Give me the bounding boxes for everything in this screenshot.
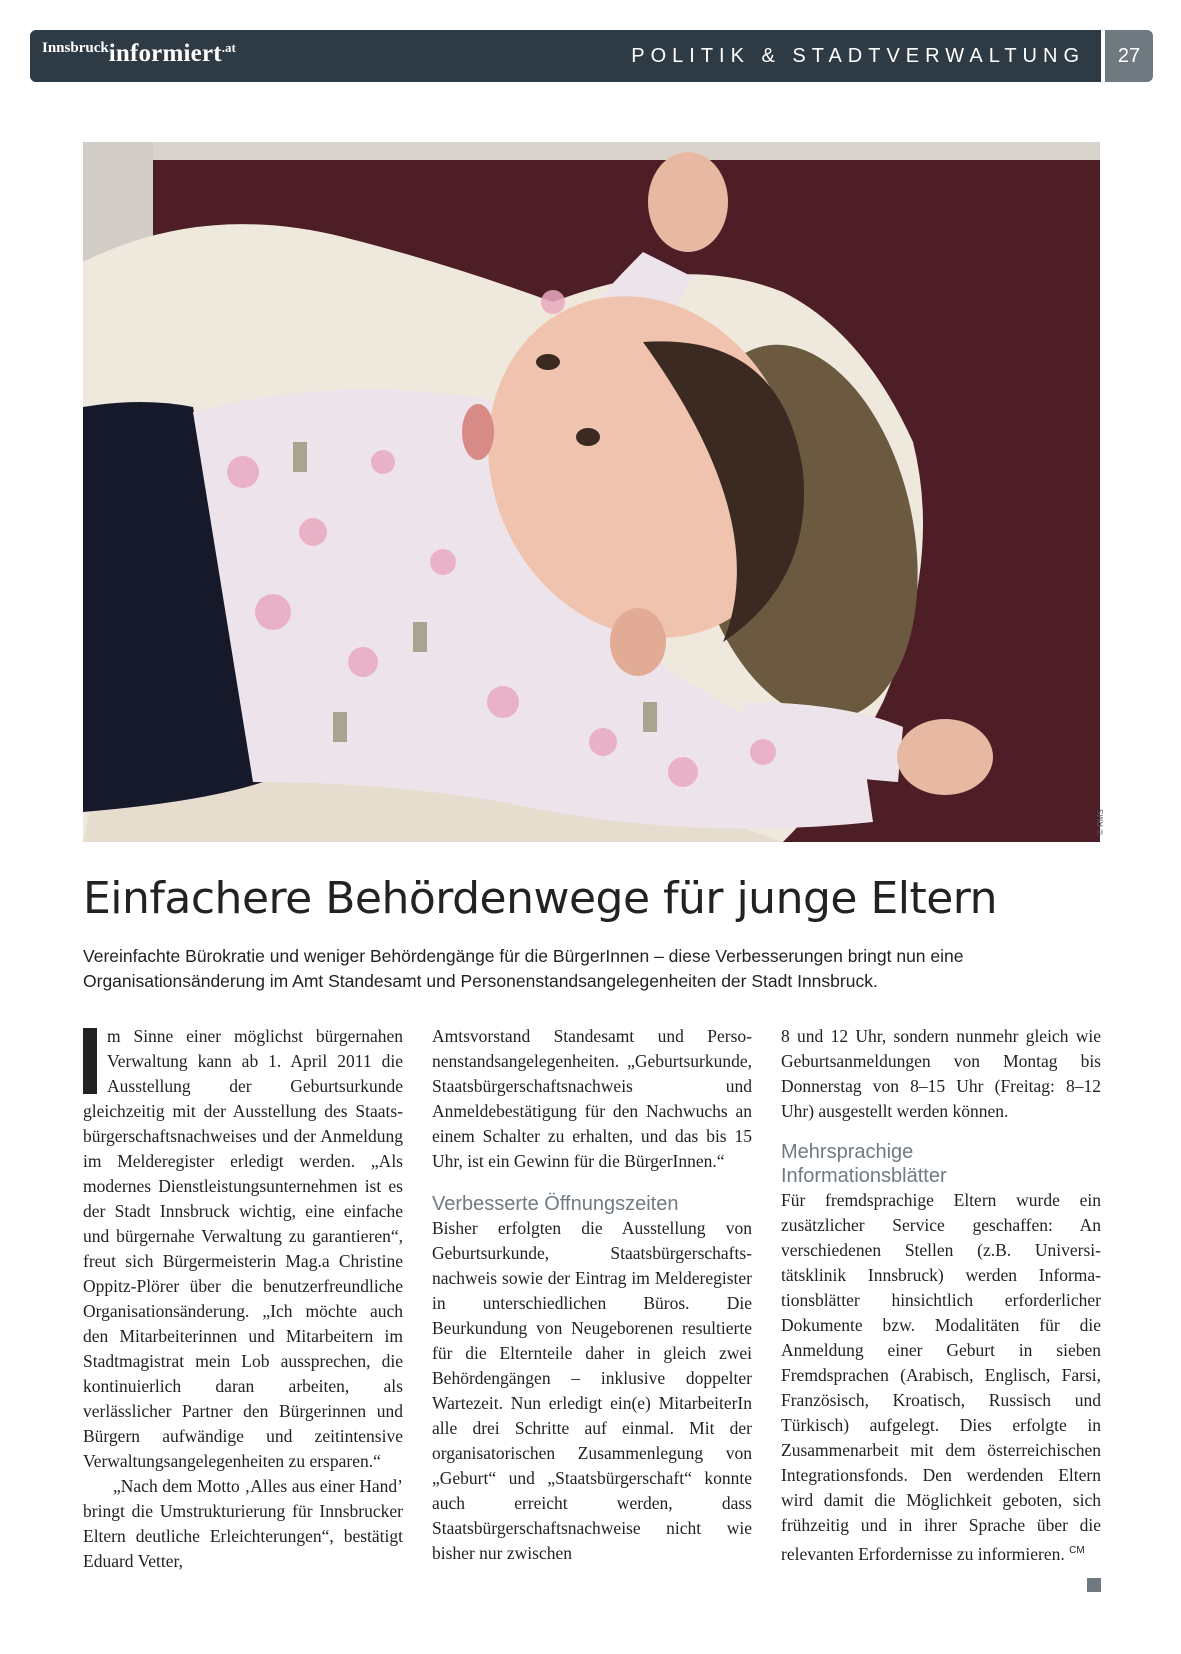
- column-2-paragraph-1: Amtsvorstand Standesamt und Personenstandsangelegenheiten. „Geburtsurkunde, Staatsbürgerschaftsnachweis und Anmeldebestätigung für den Nachwuchs an einem Schalter zu erhalten, und das bis 15 Uhr, ist ein Gewinn für die BürgerInnen.“: [432, 1026, 752, 1171]
- column-1-paragraph-1: m Sinne einer möglichst bürgernahen Verwaltung kann ab 1. April 2011 die Ausstellung der Geburtsurkunde gleichzeitig mit der Ausstellung des Staatsbürgerschaftsnachweises und der Anmeldung im Melderegister erledigt werden. „Als modernes Dienstleistungsunternehmen ist es der Stadt Innsbruck wichtig, eine einfache und bürgernahe Verwaltung zu garantieren“, freut sich Bürgermeisterin Mag.a Christine Oppitz-Plörer über die benutzerfreundliche Organisationsänderung. „Ich möchte auch den Mitarbeiterinnen und Mitarbeitern im Stadtmagistrat mein Lob aussprechen, die kontinuierlich daran arbeiten, als verlässlicher Partner den Bürgerinnen und Bürgern aufwändige und zeitintensive Verwaltungsangelegenheiten zu ersparen.“: [83, 1026, 403, 1471]
- author-signature: CM: [1069, 1545, 1085, 1556]
- photo-credit: © RMS: [1096, 809, 1105, 835]
- logo-part-innsbruck: Innsbruck: [42, 40, 109, 56]
- column-3-paragraph-2: [781, 1188, 1101, 1567]
- column-1-paragraph-2: „Nach dem Motto ‚Alles aus einer Hand’ bringt die Umstrukturierung für Innsbrucker Eltern deutliche Erleichterungen“, bestätigt Eduard Vetter,: [83, 1476, 403, 1571]
- article-column-1: [83, 1024, 403, 1574]
- publication-logo[interactable]: [42, 40, 236, 68]
- section-title: POLITIK & STADTVERWALTUNG: [631, 45, 1085, 67]
- column-2-paragraph-2: Bisher erfolgten die Ausstellung von Geburtsurkunde, Staatsbürgerschaftsnachweis sowie der Eintrag im Melderegister in unterschiedlichen Büros. Die Beurkundung von Neugeborenen resultierte für die Elternteile daher in gleich zwei Behördengängen – inklusive doppelter Wartezeit. Nun erledigt ein(e) MitarbeiterIn alle drei Schritte auf einmal. Mit der organisatorischen Zusammenlegung von „Geburt“ und „Staatsbürgerschaft“ konnte auch erreicht werden, dass Staatsbürgerschaftsnachweise nicht wie bisher nur zwischen: [432, 1218, 752, 1563]
- logo-part-at: .at: [221, 40, 236, 55]
- article-column-3: [781, 1024, 1101, 1567]
- logo-part-informiert: informiert: [108, 40, 222, 67]
- column-3-paragraph-1: 8 und 12 Uhr, sondern nunmehr gleich wie Geburtsanmeldungen von Montag bis Donnerstag von 8–15 Uhr (Freitag: 8–12 Uhr) ausgestellt werden können.: [781, 1026, 1101, 1121]
- article-headline: Einfachere Behördenwege für junge Eltern: [83, 873, 997, 924]
- subhead-multilingual-info: Mehrsprachige Informationsblätter: [781, 1141, 947, 1187]
- drop-cap-i: [83, 1028, 97, 1094]
- page-number: 27: [1105, 30, 1153, 82]
- article-lead: Vereinfachte Bürokratie und weniger Behördengänge für die BürgerInnen – diese Verbesserungen bringt nun eine Organisationsänderung im Amt Standesamt und Personenstandsangelegenheiten der Stadt Innsbruck.: [83, 946, 964, 991]
- article-end-mark: [1087, 1578, 1101, 1592]
- article-photo: [83, 142, 1100, 842]
- subhead-opening-hours: Verbesserte Öffnungszeiten: [432, 1193, 679, 1215]
- column-3-paragraph-2-text: Für fremdsprachige Eltern wurde ein zusätzlicher Service geschaffen: An verschiedenen Stellen (z.B. Universitätsklinik Innsbruck) werden Informationsblätter hinsichtlich erforderlicher Dokumente bzw. Modalitäten für die Anmeldung einer Geburt in sieben Fremdsprachen (Arabisch, Englisch, Farsi, Französisch, Kroatisch, Russisch und Türkisch) aufgelegt. Dies erfolgte in Zusammenarbeit mit dem österreichischen Integrationsfonds. Den werdenden Eltern wird damit die Möglichkeit geboten, sich frühzeitig und in ihrer Sprache über die relevanten Erfordernisse zu informieren.: [781, 1190, 1101, 1564]
- article-column-2: [432, 1024, 752, 1566]
- header-bar: [30, 30, 1101, 82]
